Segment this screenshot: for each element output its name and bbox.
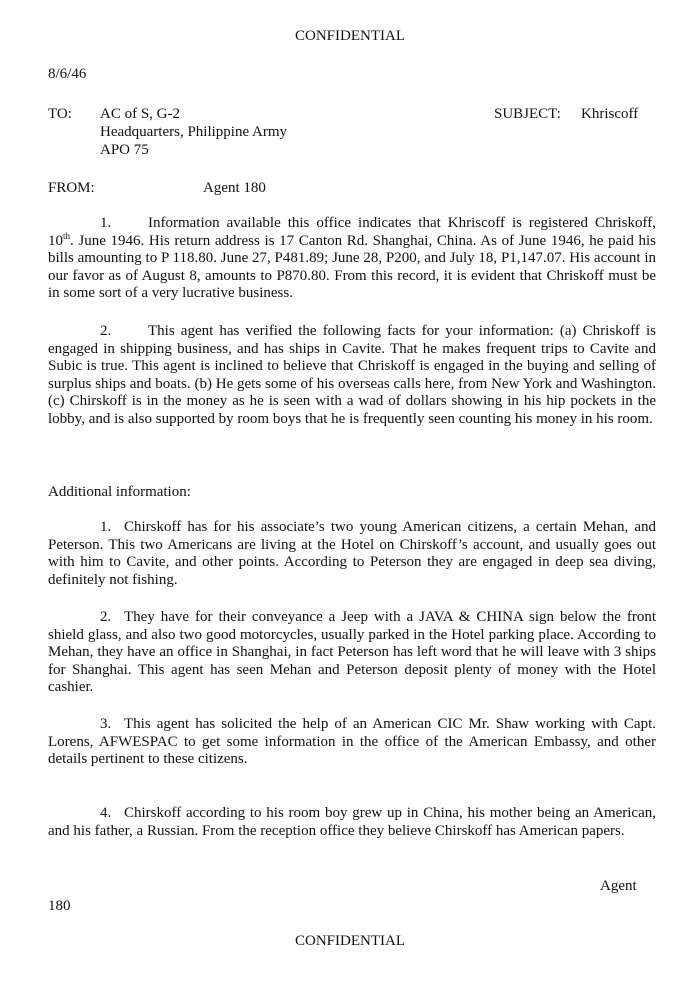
additional-item-4	[48, 805, 656, 840]
additional-item-1	[48, 519, 656, 589]
paragraph-2-number: 2.	[100, 323, 112, 339]
additional-item-1-number: 1.	[100, 519, 112, 535]
to-label: TO:	[48, 106, 72, 122]
additional-item-3	[48, 716, 656, 769]
memo-date: 8/6/46	[48, 66, 87, 82]
paragraph-2	[48, 323, 656, 428]
paragraph-1-text-b: . June 1946. His return address is 17 Canton Rd. Shanghai, China. As of June 1946, he paid his bills amounting to P 118.80. June 27, P481.89; June 28, P200, and July 18, P1,147.07. His account in our favor as of August 8, amounts to P870.80. From this record, it is evident that Chriskoff must be in some sort of a very lucrative business.	[48, 232, 656, 301]
paragraph-2-text: This agent has verified the following facts for your information: (a) Chriskoff is engaged in shipping business, and has ships in Cavite. That he makes frequent trips to Cavite and Subic is true. This agent is inclined to believe that Chriskoff is engaged in the buying and selling of surplus ships and boats. (b) He gets some of his overseas calls here, from New York and Washington. (c) Chirskoff is in the money as he is seen with a wad of dollars showing in his hip pockets in the lobby, and is also supported by room boys that he is frequently seen counting his money in his room.	[48, 323, 656, 427]
additional-item-3-number: 3.	[100, 716, 112, 732]
from-label: FROM:	[48, 180, 95, 196]
additional-heading: Additional information:	[48, 484, 191, 500]
header-classification: CONFIDENTIAL	[295, 28, 405, 44]
subject-label: SUBJECT:	[494, 106, 561, 122]
to-line-1: AC of S, G-2	[100, 106, 181, 122]
additional-item-2-text: They have for their conveyance a Jeep with a JAVA & CHINA sign below the front shield glass, and also two good motorcycles, usually parked in the Hotel parking place. According to Mehan, they have an office in Shanghai, in fact Peterson has left word that he will leave with 3 ships for Shanghai. This agent has seen Mehan and Peterson deposit plenty of money with the Hotel cashier.	[48, 609, 656, 695]
additional-item-3-text: This agent has solicited the help of an American CIC Mr. Shaw working with Capt. Lorens, AFWESPAC to get some information in the office of the American Embassy, and other details pertinent to these citizens.	[48, 716, 656, 767]
from-value: Agent 180	[203, 180, 266, 196]
signature-number: 180	[48, 898, 71, 914]
additional-item-1-text: Chirskoff has for his associate’s two young American citizens, a certain Mehan, and Peterson. This two Americans are living at the Hotel on Chirskoff’s account, and usually goes out with him to Cavite, and other points. According to Peterson they are engaged in deep sea diving, definitely not fishing.	[48, 519, 656, 588]
footer-classification: CONFIDENTIAL	[295, 933, 405, 949]
additional-item-2	[48, 609, 656, 697]
to-line-2: Headquarters, Philippine Army	[100, 124, 288, 140]
additional-item-2-number: 2.	[100, 609, 112, 625]
paragraph-1	[48, 215, 656, 303]
additional-item-4-text: Chirskoff according to his room boy grew up in China, his mother being an American, and his father, a Russian. From the reception office they believe Chirskoff has American papers.	[48, 805, 656, 839]
paragraph-1-sup: th	[63, 230, 71, 241]
signature-title: Agent	[600, 878, 637, 894]
subject-value: Khriscoff	[581, 106, 639, 122]
paragraph-1-number: 1.	[100, 215, 112, 231]
additional-item-4-number: 4.	[100, 805, 112, 821]
paragraph-1-text-a: Information available this office indicates that Khriscoff is registered Chriskoff, 10	[48, 215, 656, 249]
to-line-3: APO 75	[100, 142, 149, 158]
